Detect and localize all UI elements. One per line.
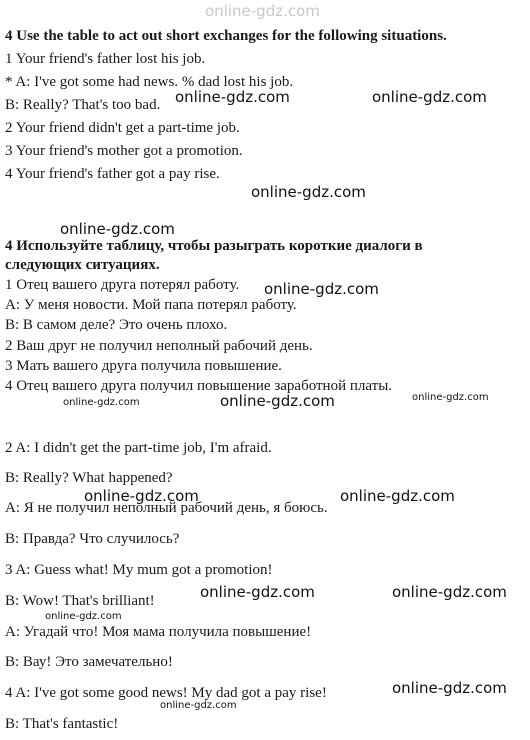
answer-line: B: Правда? Что случилось? (5, 531, 180, 547)
task-item: 2 Your friend didn't get a part-time job. (5, 120, 240, 136)
answer-line: B: Вау! Это замечательно! (5, 654, 173, 670)
task-heading-english: 4 Use the table to act out short exchanges for the following situations. (5, 28, 447, 44)
watermark: online-gdz.com (372, 88, 487, 106)
answer-line: A: Угадай что! Моя мама получила повышение! (5, 624, 312, 640)
task-item: B: Really? That's too bad. (5, 97, 161, 113)
watermark: online-gdz.com (412, 392, 489, 403)
watermark: online-gdz.com (392, 679, 507, 697)
watermark: online-gdz.com (205, 2, 320, 20)
task-item: 1 Your friend's father lost his job. (5, 51, 206, 67)
watermark: online-gdz.com (175, 88, 290, 106)
watermark: online-gdz.com (63, 397, 140, 408)
answer-line: B: That's fantastic! (5, 716, 119, 732)
task-item: 2 Ваш друг не получил неполный рабочий день. (5, 338, 313, 354)
task-item: A: У меня новости. Мой папа потерял работу. (5, 297, 297, 313)
task-heading-russian: 4 Используйте таблицу, чтобы разыграть короткие диалоги в (5, 238, 423, 254)
watermark: online-gdz.com (84, 487, 199, 505)
watermark: online-gdz.com (200, 583, 315, 601)
watermark: online-gdz.com (220, 392, 335, 410)
answer-line: A: Я не получил неполный рабочий день, я боюсь. (5, 500, 328, 516)
task-item: 4 Your friend's father got a pay rise. (5, 166, 220, 182)
task-heading-russian-cont: следующих ситуациях. (5, 257, 160, 273)
task-item: B: В самом деле? Это очень плохо. (5, 317, 228, 333)
watermark: online-gdz.com (340, 487, 455, 505)
watermark: online-gdz.com (251, 183, 366, 201)
task-item: 4 Отец вашего друга получил повышение заработной платы. (5, 378, 393, 394)
watermark: online-gdz.com (392, 583, 507, 601)
answer-line: 3 A: Guess what! My mum got a promotion! (5, 562, 273, 578)
answer-line: 2 A: I didn't get the part-time job, I'm afraid. (5, 440, 272, 456)
watermark: online-gdz.com (264, 280, 379, 298)
task-item: 3 Your friend's mother got a promotion. (5, 143, 243, 159)
watermark: online-gdz.com (60, 220, 175, 238)
task-item: 1 Отец вашего друга потерял работу. (5, 277, 240, 293)
watermark: online-gdz.com (160, 700, 237, 711)
answer-line: B: Wow! That's brilliant! (5, 593, 155, 609)
task-item: * A: I've got some had news. % dad lost his job. (5, 74, 294, 90)
answer-line: 4 A: I've got some good news! My dad got a pay rise! (5, 685, 327, 701)
task-item: 3 Мать вашего друга получила повышение. (5, 358, 282, 374)
answer-line: B: Really? What happened? (5, 470, 173, 486)
watermark: online-gdz.com (45, 611, 122, 622)
